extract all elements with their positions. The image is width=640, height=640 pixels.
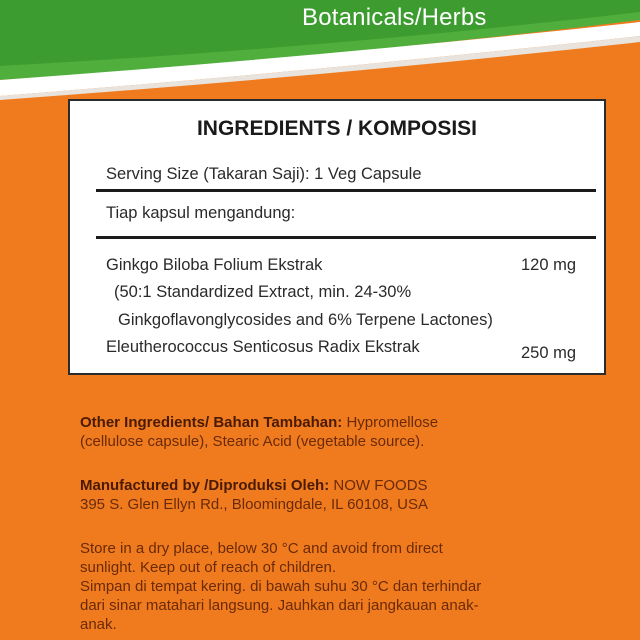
storage-line: anak.	[80, 616, 117, 633]
other-ingredients	[80, 413, 600, 451]
storage-line: Simpan di tempat kering. di bawah suhu 30 °C dan terhindar	[80, 578, 482, 595]
other-ingredients-value: Hypromellose	[346, 414, 439, 431]
manufacturer-address: 395 S. Glen Ellyn Rd., Bloomingdale, IL 60108, USA	[80, 496, 428, 513]
other-ingredients-label: Other Ingredients/ Bahan Tambahan:	[80, 414, 343, 431]
serving-size: Serving Size (Takaran Saji): 1 Veg Capsule	[106, 165, 422, 183]
manufacturer-name: NOW FOODS	[333, 477, 428, 494]
panel-title: INGREDIENTS / KOMPOSISI	[196, 117, 478, 140]
manufacturer	[80, 476, 600, 514]
storage-line: Store in a dry place, below 30 °C and avoid from direct	[80, 540, 443, 557]
storage-instructions	[80, 539, 600, 634]
ingredient-name: Eleutherococcus Senticosus Radix Ekstrak	[106, 338, 420, 356]
ingredient-name: Ginkgo Biloba Folium Ekstrak	[106, 256, 323, 274]
storage-line: dari sinar matahari langsung. Jauhkan dari jangkauan anak-	[80, 597, 479, 614]
category-label: Botanicals/Herbs	[302, 4, 487, 31]
manufacturer-label: Manufactured by /Diproduksi Oleh:	[80, 477, 330, 494]
ingredient-amount: 250 mg	[521, 344, 577, 362]
other-ingredients-value: (cellulose capsule), Stearic Acid (vegetable source).	[80, 433, 425, 450]
divider	[96, 189, 596, 192]
storage-line: sunlight. Keep out of reach of children.	[80, 559, 336, 576]
ingredient-detail: (50:1 Standardized Extract, min. 24-30%	[114, 283, 412, 301]
ingredients-panel	[68, 99, 606, 375]
ingredient-detail: Ginkgoflavonglycosides and 6% Terpene Lactones)	[118, 311, 493, 329]
divider	[96, 236, 596, 239]
ingredient-amount: 120 mg	[521, 256, 577, 274]
per-capsule-label: Tiap kapsul mengandung:	[106, 204, 296, 222]
